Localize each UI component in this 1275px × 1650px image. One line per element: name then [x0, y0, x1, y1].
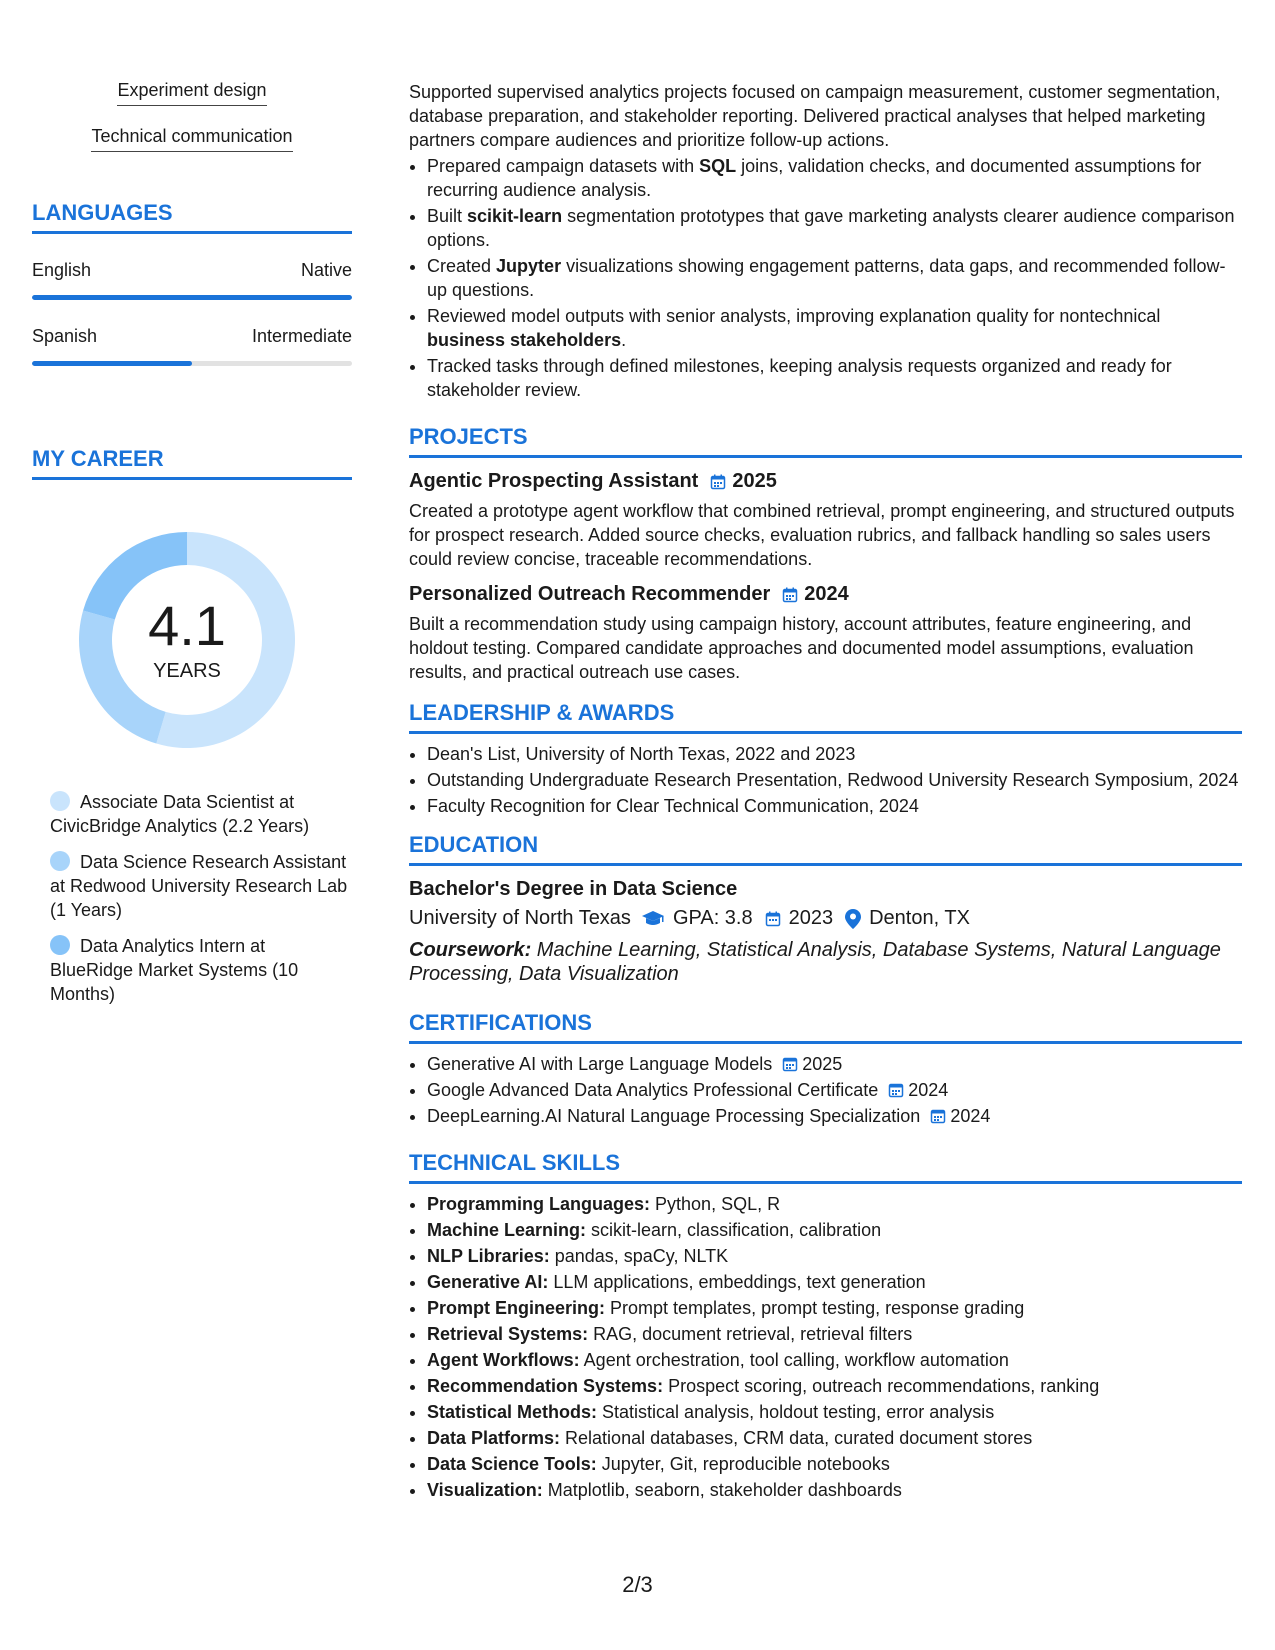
legend-dot [50, 791, 70, 811]
location-pin-icon [845, 909, 861, 929]
list-item: • Tracked tasks through defined milestones, keeping analysis requests organized and ready for stakeholder review. [427, 354, 1242, 402]
degree-title: Bachelor's Degree in Data Science [409, 878, 738, 900]
list-item: • Dean's List, University of North Texas, 2022 and 2023 [427, 742, 1242, 766]
career-donut [67, 520, 307, 760]
calendar-icon [782, 1056, 798, 1072]
main-content [409, 80, 1242, 1504]
project-description: Created a prototype agent workflow that combined retrieval, prompt engineering, and structured outputs for prospect research. Added source checks, evaluation rubrics, and fallback handling so sales users could review concise, traceable recommendations. [409, 501, 1235, 569]
list-item: • Visualization: Matplotlib, seaborn, stakeholder dashboards [427, 1478, 1242, 1502]
list-item: • Statistical Methods: Statistical analysis, holdout testing, error analysis [427, 1400, 1242, 1424]
language-item [32, 260, 352, 300]
calendar-icon [930, 1108, 946, 1124]
career-total-value: 4.1 [148, 593, 226, 657]
project-title: Personalized Outreach Recommender [409, 583, 771, 605]
list-item: • Recommendation Systems: Prospect scoring, outreach recommendations, ranking [427, 1374, 1242, 1398]
location: Denton, TX [869, 907, 970, 929]
sidebar [32, 80, 352, 1018]
list-item: • Prompt Engineering: Prompt templates, prompt testing, response grading [427, 1296, 1242, 1320]
language-level: Intermediate [251, 326, 352, 346]
skill-tag: Experiment design [32, 80, 352, 106]
list-item: • Agent Workflows: Agent orchestration, tool calling, workflow automation [427, 1348, 1242, 1372]
list-item: • NLP Libraries: pandas, spaCy, NLTK [427, 1244, 1242, 1268]
leadership-heading: LEADERSHIP & AWARDS [409, 700, 1242, 734]
calendar-icon [765, 911, 781, 927]
legend-dot [50, 851, 70, 871]
language-bar [32, 361, 352, 366]
education-heading: EDUCATION [409, 832, 1242, 866]
experience-bullets [409, 154, 1242, 402]
languages-heading: LANGUAGES [32, 200, 352, 234]
certifications-list [409, 1052, 1242, 1128]
list-item: • Generative AI with Large Language Models 2025 [427, 1052, 1242, 1076]
education-details [409, 907, 1242, 930]
language-item [32, 326, 352, 366]
language-bar-fill [32, 361, 192, 366]
list-item: • Google Advanced Data Analytics Professional Certificate 2024 [427, 1078, 1242, 1102]
language-name: English [32, 260, 92, 280]
career-role: Data Analytics Intern at BlueRidge Market Systems (10 Months) [50, 936, 299, 1004]
coursework: Coursework: Machine Learning, Statistical Analysis, Database Systems, Natural Language Processing, Data Visualization [409, 939, 1221, 985]
career-total-unit: YEARS [153, 659, 221, 682]
list-item: • Faculty Recognition for Clear Technical Communication, 2024 [427, 794, 1242, 818]
list-item: • Created Jupyter visualizations showing engagement patterns, data gaps, and recommended follow-up questions. [427, 254, 1242, 302]
career-section [32, 446, 352, 1006]
school-name: University of North Texas [409, 907, 631, 929]
certifications-heading: CERTIFICATIONS [409, 1010, 1242, 1044]
list-item: • DeepLearning.AI Natural Language Processing Specialization 2024 [427, 1104, 1242, 1128]
leadership-list [409, 742, 1242, 818]
page-number: 2/3 [622, 1572, 653, 1597]
career-heading: MY CAREER [32, 446, 352, 480]
language-bar-fill [32, 295, 352, 300]
list-item: • Retrieval Systems: RAG, document retrieval, retrieval filters [427, 1322, 1242, 1346]
experience-section [409, 80, 1242, 402]
list-item: • Prepared campaign datasets with SQL joins, validation checks, and documented assumptions for recurring audience analysis. [427, 154, 1242, 202]
list-item: • Machine Learning: scikit-learn, classification, calibration [427, 1218, 1242, 1242]
project-year: 2025 [732, 470, 777, 492]
language-level: Native [300, 260, 352, 280]
languages-section [32, 200, 352, 366]
project-item [409, 470, 1242, 571]
language-name: Spanish [32, 326, 98, 346]
list-item: • Generative AI: LLM applications, embeddings, text generation [427, 1270, 1242, 1294]
calendar-icon [710, 474, 726, 490]
project-year: 2024 [804, 583, 849, 605]
technical-skills-list [409, 1192, 1242, 1502]
list-item: • Data Science Tools: Jupyter, Git, reproducible notebooks [427, 1452, 1242, 1476]
education-section [409, 832, 1242, 986]
leadership-section [409, 700, 1242, 818]
list-item: • Reviewed model outputs with senior analysts, improving explanation quality for nontechnical business stakeholders. [427, 304, 1242, 352]
list-item: • Data Platforms: Relational databases, CRM data, curated document stores [427, 1426, 1242, 1450]
skill-tag: Technical communication [32, 126, 352, 152]
list-item: • Built scikit-learn segmentation prototypes that gave marketing analysts clearer audience comparison options. [427, 204, 1242, 252]
legend-dot [50, 935, 70, 955]
certifications-section [409, 1010, 1242, 1128]
list-item: • Outstanding Undergraduate Research Presentation, Redwood University Research Symposium, 2024 [427, 768, 1242, 792]
technical-skills-section [409, 1150, 1242, 1502]
list-item: • Programming Languages: Python, SQL, R [427, 1192, 1242, 1216]
project-item [409, 583, 1242, 684]
project-title: Agentic Prospecting Assistant [409, 470, 699, 492]
career-role: Data Science Research Assistant at Redwood University Research Lab (1 Years) [50, 852, 348, 920]
technical-skills-heading: TECHNICAL SKILLS [409, 1150, 1242, 1184]
experience-summary: Supported supervised analytics projects focused on campaign measurement, customer segmentation, database preparation, and stakeholder reporting. Delivered practical analyses that helped marketing partners compare audiences and prioritize follow-up actions. [409, 82, 1221, 150]
projects-section [409, 424, 1242, 684]
career-role: Associate Data Scientist at CivicBridge Analytics (2.2 Years) [50, 792, 310, 836]
graduation-cap-icon [641, 910, 665, 928]
gpa: GPA: 3.8 [672, 907, 753, 929]
project-description: Built a recommendation study using campaign history, account attributes, feature engineering, and holdout testing. Compared candidate approaches and documented model assumptions, evaluation results, and practical outreach use cases. [409, 614, 1194, 682]
career-legend [32, 790, 352, 1006]
graduation-year: 2023 [788, 907, 834, 929]
calendar-icon [782, 587, 798, 603]
language-bar [32, 295, 352, 300]
projects-heading: PROJECTS [409, 424, 1242, 458]
calendar-icon [888, 1082, 904, 1098]
